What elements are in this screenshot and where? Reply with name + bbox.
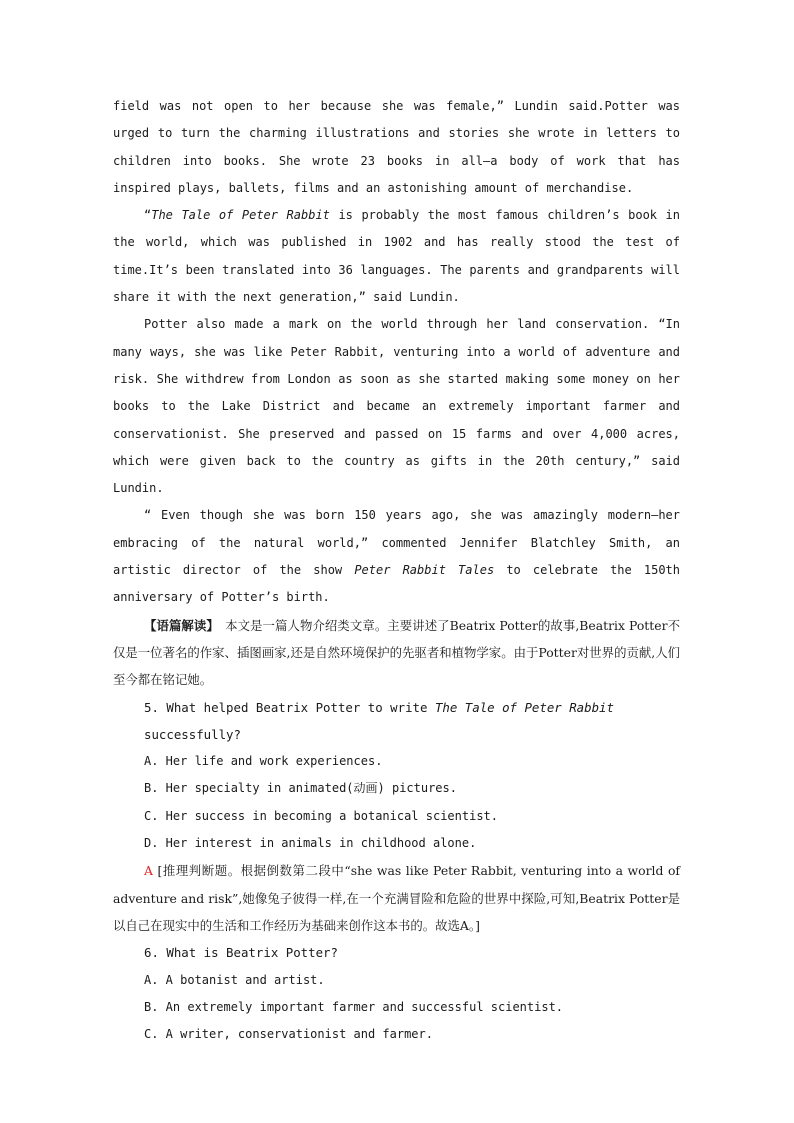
q5-option-a: A. Her life and work experiences. — [144, 754, 383, 769]
book-title: The Tale of Peter Rabbit — [151, 208, 330, 223]
q6-option-a: A. A botanist and artist. — [144, 972, 325, 987]
document-page — [113, 93, 680, 1048]
q5-explanation — [113, 857, 680, 939]
show-title: Peter Rabbit Tales — [354, 563, 495, 578]
q6-option-c: C. A writer, conservationist and farmer. — [144, 1027, 433, 1042]
q5-stem-end: successfully? — [144, 726, 241, 742]
paragraph-4-start: “ Even though she was born 150 years ago, she was amazingly modern—her embracing of the natural world,” commented Jennifer Blatchley Smith, an artistic director of the show — [113, 508, 680, 578]
passage-paragraph-3: Potter also made a mark on the world through her land conservation. “In many ways, she was like Peter Rabbit, venturing into a world of adventure and risk. She withdrew from London as soon as she started making some money on her books to the Lake District and became an extremely important farmer and conservationist. She preserved and passed on 15 farms and over 4,000 acres, which were given back to the country as gifts in the 20th century,” said Lundin. — [113, 317, 680, 496]
analysis-text: 本文是一篇人物介绍类文章。主要讲述了Beatrix Potter的故事,Beatrix Potter不仅是一位著名的作家、插图画家,还是自然环境保护的先驱者和植物学家。由于Potter对世界的贡献,人们至今都在铭记她。 — [113, 617, 680, 688]
passage-paragraph-4 — [113, 502, 680, 611]
question-5-stem — [113, 694, 680, 749]
q5-stem-start: 5. What helped Beatrix Potter to write — [144, 699, 435, 715]
paragraph-4-end: to celebrate the 150th anniversary of Potter’s birth. — [113, 563, 681, 605]
q5-book-title: The Tale of Peter Rabbit — [434, 699, 614, 715]
open-quote: “ — [144, 208, 152, 223]
question-6-stem: 6. What is Beatrix Potter? — [144, 945, 338, 961]
passage-paragraph-1: field was not open to her because she was female,” Lundin said.Potter was urged to turn the charming illustrations and stories she wrote in letters to children into books. She wrote 23 books in all—a body of work that has inspired plays, ballets, films and an astonishing amount of merchandise. — [113, 99, 680, 195]
paragraph-2-text: is probably the most famous children’s book in the world, which was published in 1902 and has really stood the test of time.It’s been translated into 36 languages. The parents and grandparents will share it with the next generation,” said Lundin. — [113, 208, 681, 305]
q5-option-d: D. Her interest in animals in childhood alone. — [144, 836, 477, 851]
q5-option-b: B. Her specialty in animated(动画) pictures. — [144, 781, 457, 796]
q5-option-c: C. Her success in becoming a botanical scientist. — [144, 808, 499, 823]
q5-explanation-text: [推理判断题。根据倒数第二段中“she was like Peter Rabbit, venturing into a world of adventure and risk”,她像兔子彼得一样,在一个充满冒险和危险的世界中探险,可知,Beatrix Potter是以自己在现实中的生活和工作经历为基础来创作这本书的。故选A。] — [113, 863, 680, 933]
q6-option-b: B. An extremely important farmer and successful scientist. — [144, 999, 564, 1014]
passage-paragraph-2 — [113, 202, 680, 311]
analysis-label: 【语篇解读】 — [144, 617, 213, 633]
q5-answer: A — [144, 863, 153, 879]
analysis-paragraph — [113, 612, 680, 694]
